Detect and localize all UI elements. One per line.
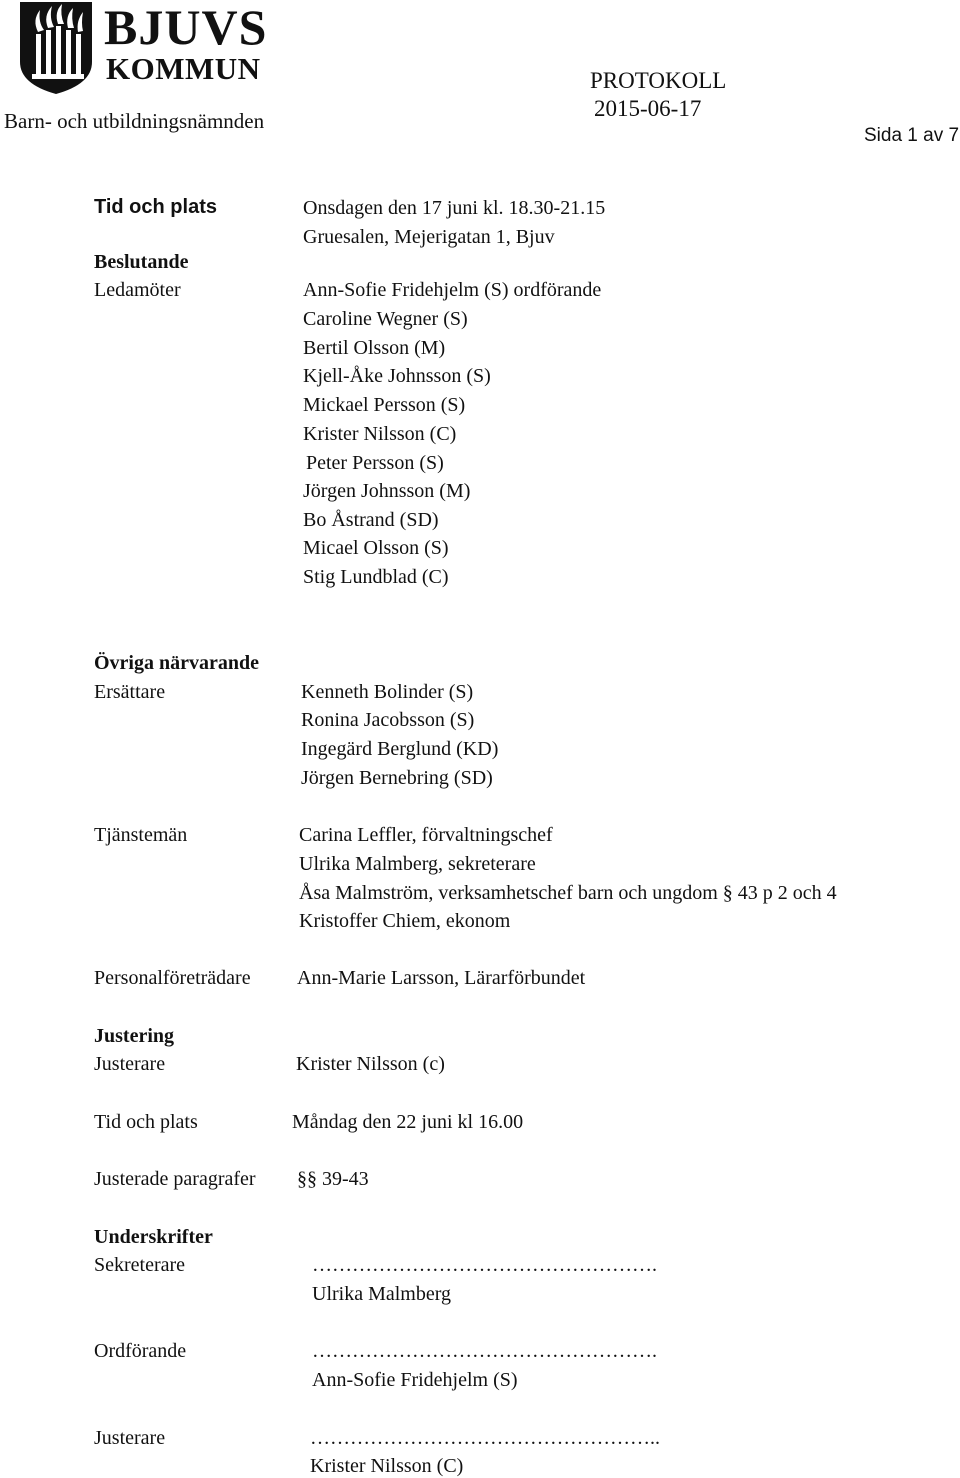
adjusted-paragraphs-label: Justerade paragrafer — [94, 1168, 256, 1190]
adjuster-value: Krister Nilsson (c) — [296, 1053, 445, 1075]
member-item: Micael Olsson (S) — [303, 537, 449, 559]
staff-rep-value: Ann-Marie Larsson, Lärarförbundet — [297, 967, 586, 989]
member-item: Peter Persson (S) — [306, 452, 444, 474]
signature-name: Ulrika Malmberg — [312, 1283, 452, 1305]
official-item: Carina Leffler, förvaltningschef — [299, 824, 553, 846]
adjustment-time-place-value: Måndag den 22 juni kl 16.00 — [292, 1111, 524, 1133]
meeting-place: Gruesalen, Mejerigatan 1, Bjuv — [303, 226, 555, 248]
member-item: Stig Lundblad (C) — [303, 566, 449, 588]
document-type: PROTOKOLL — [590, 68, 727, 93]
page-number: Sida 1 av 7 — [864, 125, 960, 146]
adjustment-heading: Justering — [94, 1025, 174, 1047]
signature-label: Sekreterare — [94, 1254, 186, 1276]
signature-line: ……………………………………………. — [312, 1340, 657, 1362]
meeting-time: Onsdagen den 17 juni kl. 18.30-21.15 — [303, 197, 606, 219]
substitute-item: Kenneth Bolinder (S) — [301, 681, 474, 703]
member-item: Bo Åstrand (SD) — [303, 509, 439, 531]
signature-name: Krister Nilsson (C) — [310, 1455, 464, 1477]
members-label: Ledamöter — [94, 279, 181, 301]
logo-text-bjuvs: BJUVS — [104, 0, 268, 55]
signature-label: Justerare — [94, 1427, 166, 1449]
member-item: Krister Nilsson (C) — [303, 423, 457, 445]
signature-line: …………………………………………….. — [310, 1427, 660, 1449]
decision-makers-heading: Beslutande — [94, 251, 189, 273]
time-place-label: Tid och plats — [94, 196, 217, 218]
member-item: Jörgen Johnsson (M) — [303, 480, 471, 502]
signature-name: Ann-Sofie Fridehjelm (S) — [312, 1369, 518, 1391]
official-item: Kristoffer Chiem, ekonom — [299, 910, 511, 932]
document-date: 2015-06-17 — [594, 96, 702, 121]
official-item: Åsa Malmström, verksamhetschef barn och ungdom § 43 p 2 och 4 — [299, 882, 837, 904]
signatures-heading: Underskrifter — [94, 1226, 213, 1248]
adjustment-time-place-label: Tid och plats — [94, 1111, 198, 1133]
department-name: Barn- och utbildningsnämnden — [4, 109, 265, 133]
substitutes-label: Ersättare — [94, 681, 166, 703]
official-item: Ulrika Malmberg, sekreterare — [299, 853, 536, 875]
member-item: Ann-Sofie Fridehjelm (S) ordförande — [303, 279, 602, 301]
member-item: Mickael Persson (S) — [303, 394, 466, 416]
signature-line: ……………………………………………. — [312, 1254, 657, 1276]
adjuster-label: Justerare — [94, 1053, 166, 1075]
staff-rep-label: Personalföreträdare — [94, 967, 251, 989]
substitute-item: Jörgen Bernebring (SD) — [301, 767, 493, 789]
municipality-logo-mark — [16, 0, 96, 95]
logo-text-kommun: KOMMUN — [106, 51, 261, 86]
member-item: Bertil Olsson (M) — [303, 337, 446, 359]
substitute-item: Ingegärd Berglund (KD) — [301, 738, 499, 760]
signature-label: Ordförande — [94, 1340, 187, 1362]
member-item: Caroline Wegner (S) — [303, 308, 468, 330]
others-present-heading: Övriga närvarande — [94, 652, 259, 674]
officials-label: Tjänstemän — [94, 824, 188, 846]
adjusted-paragraphs-value: §§ 39-43 — [297, 1168, 369, 1190]
substitute-item: Ronina Jacobsson (S) — [301, 709, 475, 731]
member-item: Kjell-Åke Johnsson (S) — [303, 365, 491, 387]
